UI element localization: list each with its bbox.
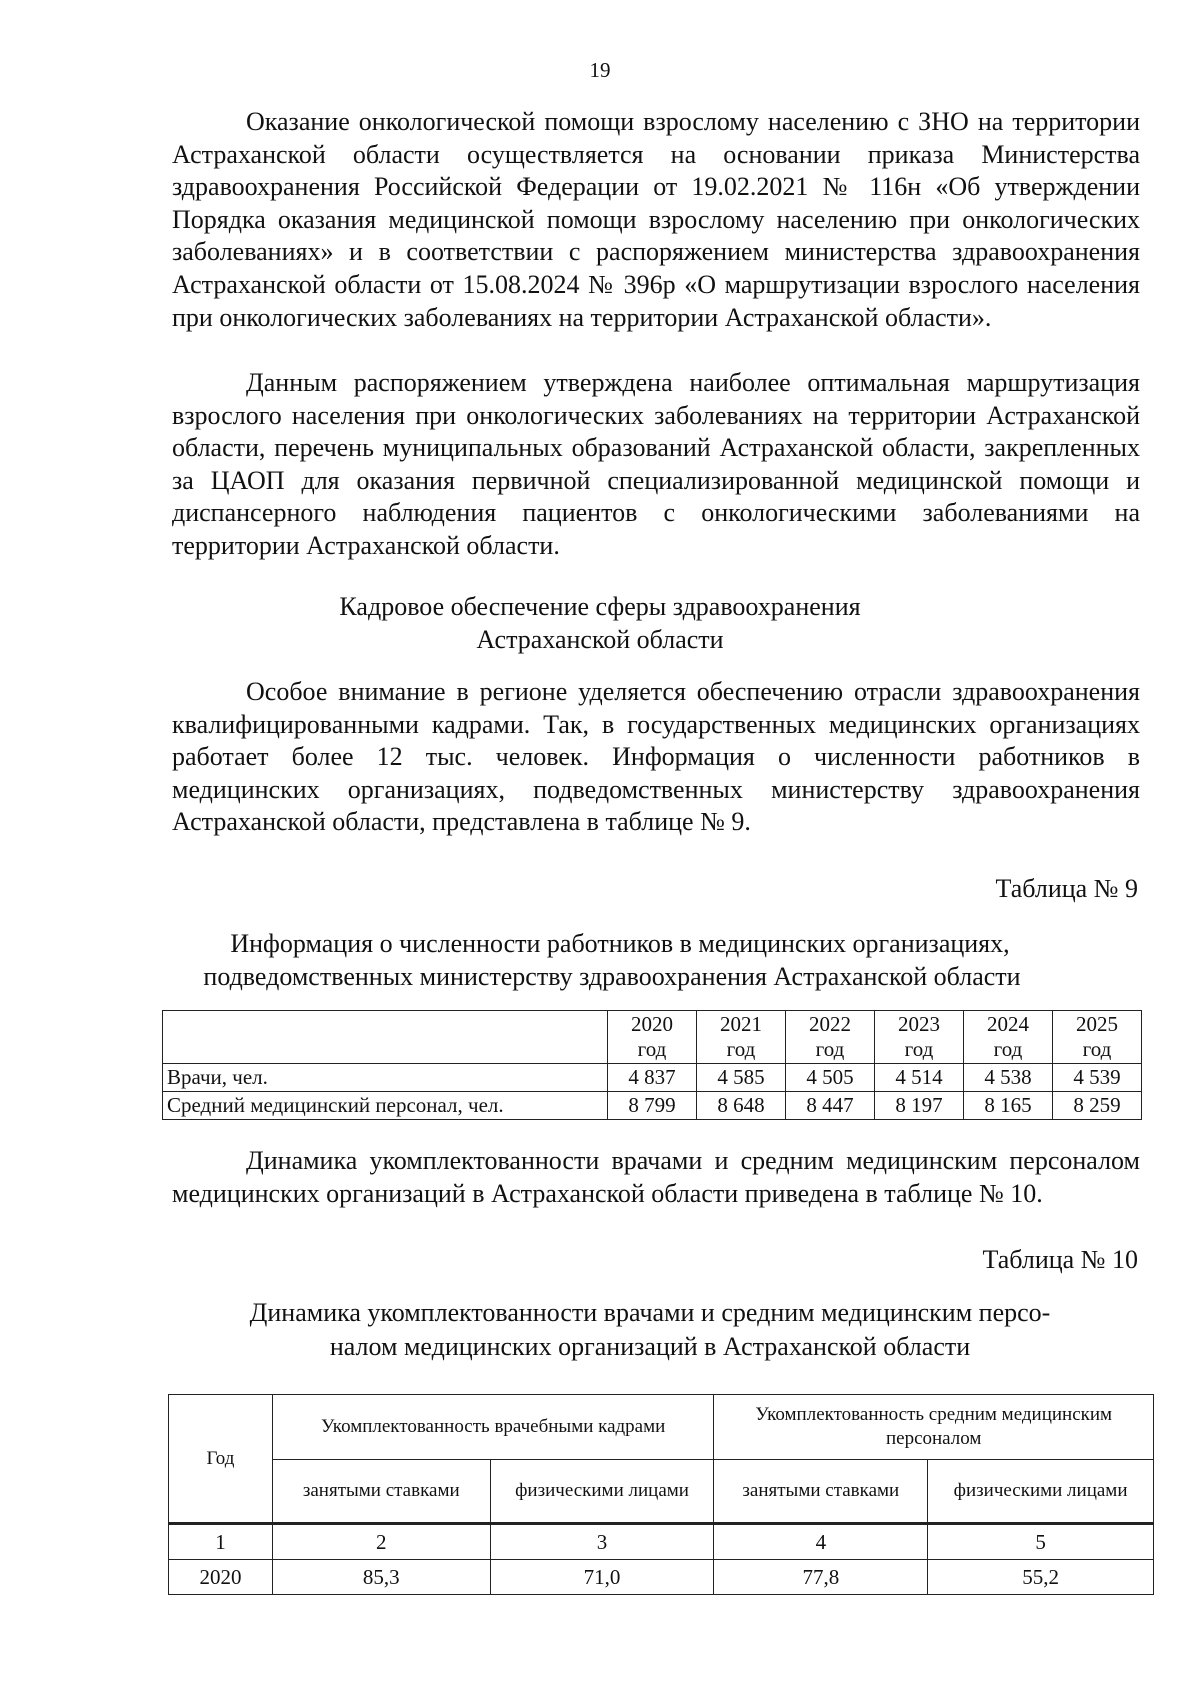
table9-year-header: 2021 год (697, 1011, 786, 1064)
table10-subheader: занятыми ставками (272, 1460, 490, 1524)
table10-row-year: 2020 (169, 1560, 273, 1595)
table10-subheader: занятыми ставками (714, 1460, 928, 1524)
table10-column-number: 5 (928, 1524, 1154, 1560)
table10-year-header: Год (169, 1395, 273, 1524)
table-cell: 55,2 (928, 1560, 1154, 1595)
table9-year-header: 2024 год (964, 1011, 1053, 1064)
table10-title-line1: Динамика укомплектованности врачами и средним медицинским персо- (249, 1298, 1051, 1327)
page-number: 19 (589, 58, 611, 82)
paragraph-staffing: Особое внимание в регионе уделяется обеспечению отрасли здравоохранения квалифицированными кадрами. Так, в государственных медицинских организациях работает более 12 тыс. человек. Информация о численности работников в медицинских организациях, подведомственных министерству здравоохранения Астраханской области, представлена в таблице № 9. (172, 677, 1140, 837)
table9-label: Таблица № 9 (995, 874, 1138, 903)
table9-row-label: Врачи, чел. (163, 1064, 608, 1092)
table10-column-numbers-row (169, 1524, 1154, 1560)
paragraph-staffing-dynamics: Динамика укомплектованности врачами и средним медицинским персоналом медицинских организаций в Астраханской области приведена в таблице № 10. (172, 1146, 1140, 1208)
table9-staff-count (162, 1010, 1142, 1120)
table10-subheader: физическими лицами (928, 1460, 1154, 1524)
table9-title-line1: Информация о численности работников в медицинских организациях, (230, 929, 1010, 958)
table9-title-line2: подведомственных министерству здравоохранения Астраханской области (203, 962, 1021, 991)
table-cell: 8 165 (964, 1092, 1053, 1120)
section-heading-line1: Кадровое обеспечение сферы здравоохранения (339, 592, 861, 621)
table9-row-label: Средний медицинский персонал, чел. (163, 1092, 608, 1120)
table9-year-header: 2023 год (875, 1011, 964, 1064)
table10-column-number: 3 (490, 1524, 714, 1560)
table10-doctors-group-header: Укомплектованность врачебными кадрами (272, 1395, 714, 1460)
table-row (163, 1092, 1142, 1120)
paragraph-routing-order: Данным распоряжением утверждена наиболее оптимальная маршрутизация взрослого населения при онкологических заболеваниях на территории Астраханской области, перечень муниципальных образований Астраханской области, закрепленных за ЦАОП для оказания первичной специализированной медицинской помощи и диспансерного наблюдения пациентов с онкологическими заболеваниями на территории Астраханской области. (172, 368, 1140, 560)
section-heading-line2: Астраханской области (476, 625, 724, 654)
table-cell: 4 837 (608, 1064, 697, 1092)
table-cell: 4 538 (964, 1064, 1053, 1092)
table-cell: 4 505 (786, 1064, 875, 1092)
table-cell: 8 197 (875, 1092, 964, 1120)
table10-subheader-row (169, 1460, 1154, 1524)
table-cell: 8 799 (608, 1092, 697, 1120)
table10-title-line2: налом медицинских организаций в Астраханской области (329, 1332, 971, 1361)
table10-label: Таблица № 10 (982, 1245, 1138, 1274)
table-cell: 4 539 (1053, 1064, 1142, 1092)
table-row (163, 1064, 1142, 1092)
table9-year-header: 2022 год (786, 1011, 875, 1064)
table10-column-number: 1 (169, 1524, 273, 1560)
table-cell: 8 259 (1053, 1092, 1142, 1120)
table-cell: 71,0 (490, 1560, 714, 1595)
table-cell: 77,8 (714, 1560, 928, 1595)
table-cell: 8 447 (786, 1092, 875, 1120)
table-row (169, 1560, 1154, 1595)
table10-column-number: 2 (272, 1524, 490, 1560)
table10-subheader: физическими лицами (490, 1460, 714, 1524)
table9-corner-cell (163, 1011, 608, 1064)
table9-header-row (163, 1011, 1142, 1064)
table10-group-header-row (169, 1395, 1154, 1460)
table10-staffing-dynamics (168, 1394, 1154, 1595)
table9-year-header: 2020 год (608, 1011, 697, 1064)
table10-column-number: 4 (714, 1524, 928, 1560)
paragraph-oncology-order: Оказание онкологической помощи взрослому населению с ЗНО на территории Астраханской области осуществляется на основании приказа Министерства здравоохранения Российской Федерации от 19.02.2021 № 116н «Об утверждении Порядка оказания медицинской помощи взрослому населению при онкологических заболеваниях» и в соответствии с распоряжением министерства здравоохранения Астраханской области от 15.08.2024 № 396р «О маршрутизации взрослого населения при онкологических заболеваниях на территории Астраханской области». (172, 107, 1140, 332)
table10-nurses-group-header: Укомплектованность средним медицинским персоналом (714, 1395, 1154, 1460)
table-cell: 4 514 (875, 1064, 964, 1092)
table-cell: 4 585 (697, 1064, 786, 1092)
table9-year-header: 2025 год (1053, 1011, 1142, 1064)
table-cell: 85,3 (272, 1560, 490, 1595)
table-cell: 8 648 (697, 1092, 786, 1120)
